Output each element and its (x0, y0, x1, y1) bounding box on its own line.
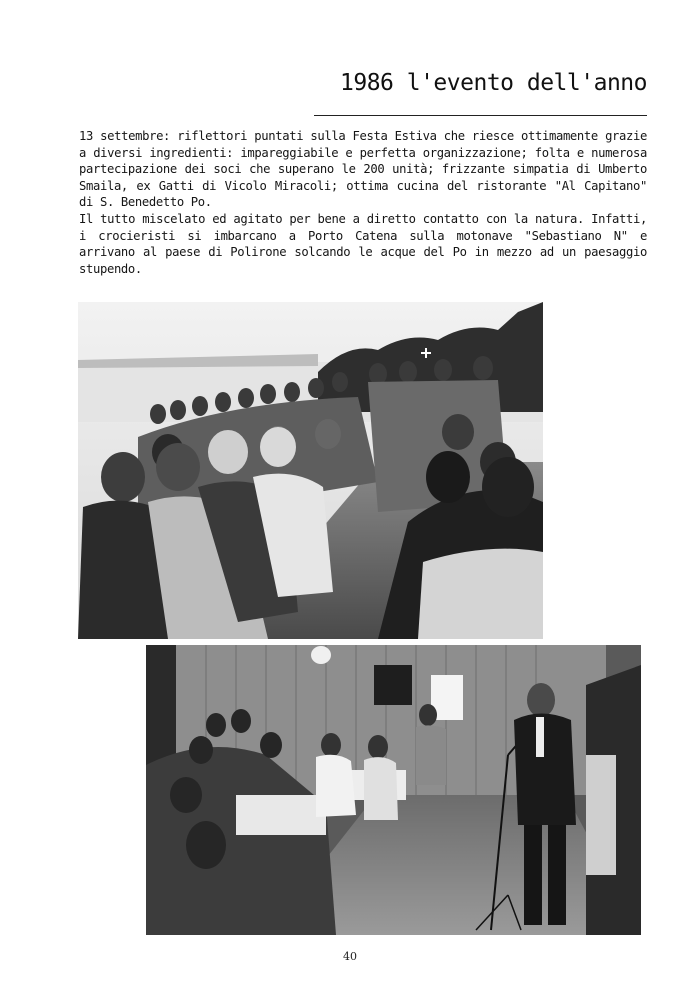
article-body (79, 128, 647, 277)
singer-performance-photo (146, 645, 641, 935)
boat-deck-photo (78, 302, 543, 639)
paragraph-2: Il tutto miscelato ed agitato per bene a diretto contatto con la natura. Infatti, i crocieristi si imbarcano a Porto Catena sulla motonave "Sebastiano N" e arrivano al paese di Polirone solcando le acque del Po in mezzo ad un paesaggio stupendo. (79, 211, 647, 276)
page-number: 40 (343, 950, 357, 963)
title-underline (314, 115, 647, 116)
page-title: 1986 l'evento dell'anno (340, 70, 647, 96)
paragraph-1: 13 settembre: riflettori puntati sulla Festa Estiva che riesce ottimamente grazie a diversi ingredienti: impareggiabile e perfetta organizzazione; folta e numerosa partecipazione dei soci che superano le 200 unità; frizzante simpatia di Umberto Smaila, ex Gatti di Vicolo Miracoli; ottima cucina del ristorante "Al Capitano" di S. Benedetto Po. (79, 129, 647, 210)
